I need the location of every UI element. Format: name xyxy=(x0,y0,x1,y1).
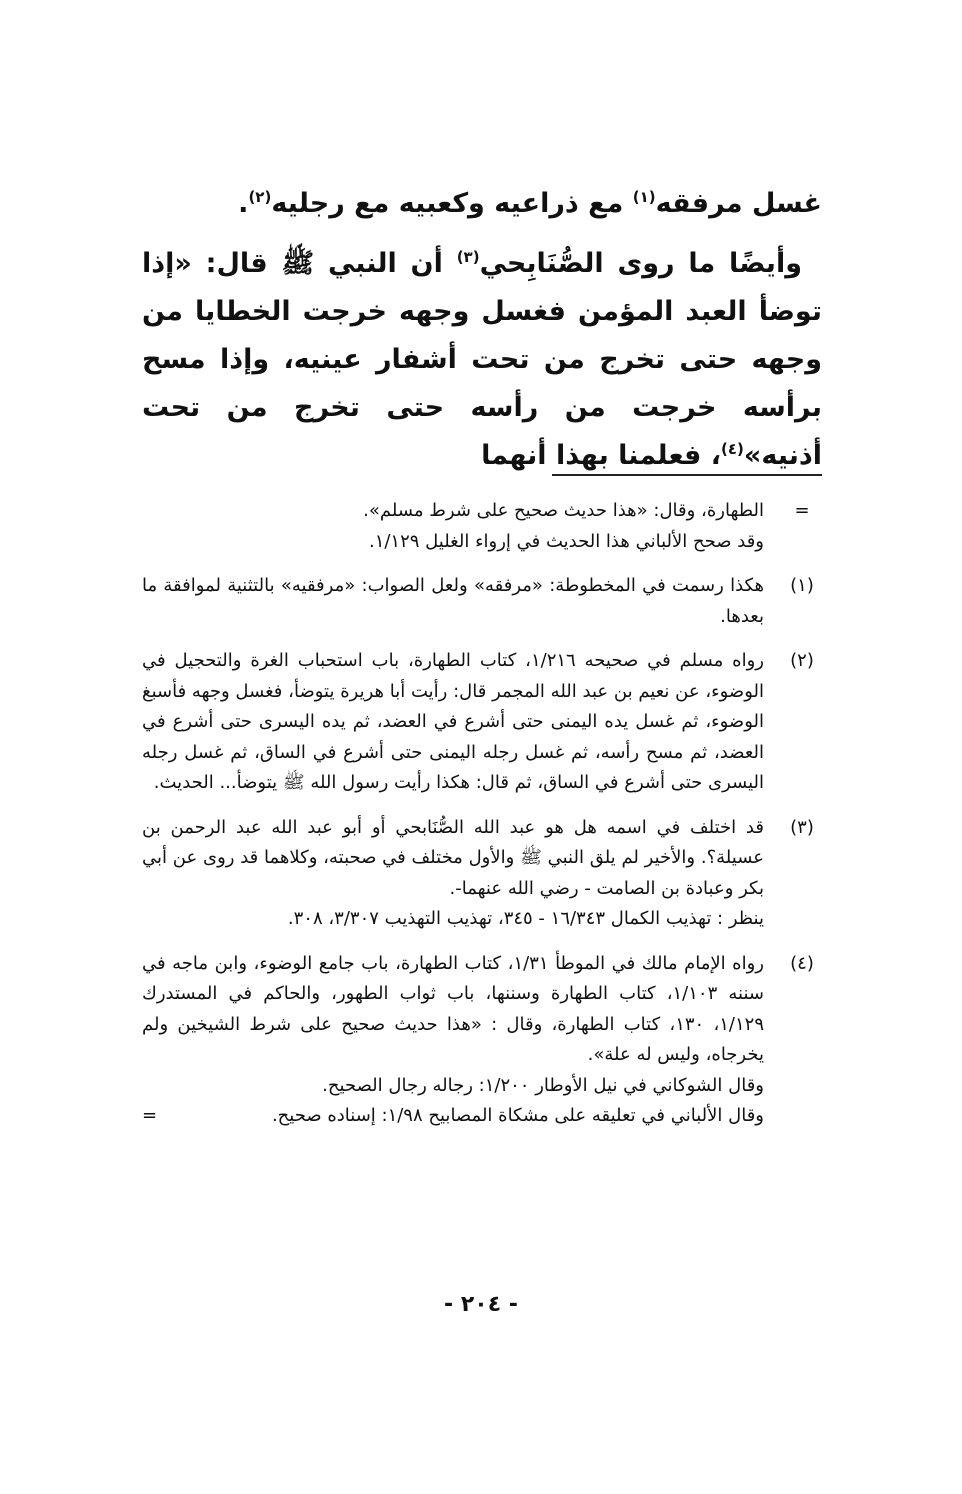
footnote-1 xyxy=(142,571,822,632)
continuation-marker: = xyxy=(794,500,810,521)
footnote-number: (١) xyxy=(790,575,814,596)
main-text xyxy=(142,180,822,492)
footnote-text: هكذا رسمت في المخطوطة: «مرفقه» ولعل الصواب: «مرفقيه» بالتثنية لموافقة ما بعدها. xyxy=(142,575,764,627)
page-number: - ٢٠٤ - xyxy=(444,1292,518,1317)
footnote-continued xyxy=(142,496,822,557)
text-run: . xyxy=(238,188,249,219)
footnotes xyxy=(142,496,822,1146)
main-paragraph-1 xyxy=(142,180,822,228)
continuation-marker: = xyxy=(142,1105,158,1126)
footnote-separator xyxy=(552,474,822,476)
footnote-2 xyxy=(142,646,822,799)
footnote-number: (٣) xyxy=(790,816,814,838)
footnote-text: قد اختلف في اسمه هل هو عبد الله الصُّنَابحي أو أبو عبد الله عبد الرحمن بن عسيلة؟. والأخير لم يلق النبي ﷺ والأول مختلف في صحبته، وكلاهما قد روى عن أبي بكر وعبادة بن الصامت - رضي الله عنهما-. xyxy=(142,816,764,899)
footnote-line: وقد صحح الألباني هذا الحديث في إرواء الغليل ١/١٢٩. xyxy=(368,530,764,552)
text-run: وأيضًا ما روى الصُّنَابِحي xyxy=(479,248,802,279)
footnote-ref-2: (٢) xyxy=(248,188,272,206)
footnote-number: (٤) xyxy=(790,952,814,974)
footnote-line: الطهارة، وقال: «هذا حديث صحيح على شرط مسلم». xyxy=(363,500,764,521)
footnote-text: رواه الإمام مالك في الموطأ ١/٣١، كتاب الطهارة، باب جامع الوضوء، وابن ماجه في سننه ١/١٠٣، كتاب الطهارة وسننها، باب ثواب الطهور، والحاكم في المستدرك ١/١٢٩، ١٣٠، كتاب الطهارة، وقال : «هذا حديث صحيح على شرط الشيخين ولم يخرجاه، وليس له علة». xyxy=(142,952,765,1065)
footnote-number: (٢) xyxy=(790,650,814,671)
footnote-4 xyxy=(142,949,822,1132)
footnote-ref-3: (٣) xyxy=(456,248,480,266)
footnote-line: وقال الشوكاني في نيل الأوطار ١/٢٠٠: رجاله رجال الصحيح. xyxy=(322,1074,764,1096)
footnote-3 xyxy=(142,813,822,935)
footnote-ref-4: (٤) xyxy=(721,440,744,458)
footnote-line-text: وقال الألباني في تعليقه على مشكاة المصابيح ١/٩٨: إسناده صحيح. xyxy=(271,1105,764,1126)
footnote-ref-1: (١) xyxy=(632,188,656,206)
footnote-text: رواه مسلم في صحيحه ١/٢١٦، كتاب الطهارة، باب استحباب الغرة والتحجيل في الوضوء، عن نعيم بن عبد الله المجمر قال: رأيت أبا هريرة يتوضأ، فغسل وجهه فأسبغ الوضوء، ثم غسل يده اليمنى حتى أشرع في العضد، ثم يده اليسرى حتى أشرع في العضد، ثم مسح رأسه، ثم غسل رجله اليمنى حتى أشرع في الساق، ثم غسل رجله اليسرى حتى أشرع في الساق، ثم قال: هكذا رأيت رسول الله ﷺ يتوضأ... الحديث. xyxy=(142,650,764,793)
text-run: غسل مرفقه xyxy=(655,188,822,219)
text-run: مع ذراعيه وكعبيه مع رجليه xyxy=(271,188,633,219)
text-run: أن النبي ﷺ قال: «إذا توضأ العبد المؤمن فغسل وجهه خرجت الخطايا من وجهه حتى تخرج من تحت أشفار عينيه، وإذا مسح برأسه خرجت من رأسه حتى تخرج من تحت أذنيه» xyxy=(142,248,822,471)
main-paragraph-2 xyxy=(142,240,822,480)
footnote-line xyxy=(142,1101,764,1132)
footnote-references: ينظر : تهذيب الكمال ١٦/٣٤٣ - ٣٤٥، تهذيب التهذيب ٣/٣٠٧، ٣٠٨. xyxy=(287,908,764,929)
text-run: ، فعلمنا بهذا أنهما xyxy=(481,440,722,471)
